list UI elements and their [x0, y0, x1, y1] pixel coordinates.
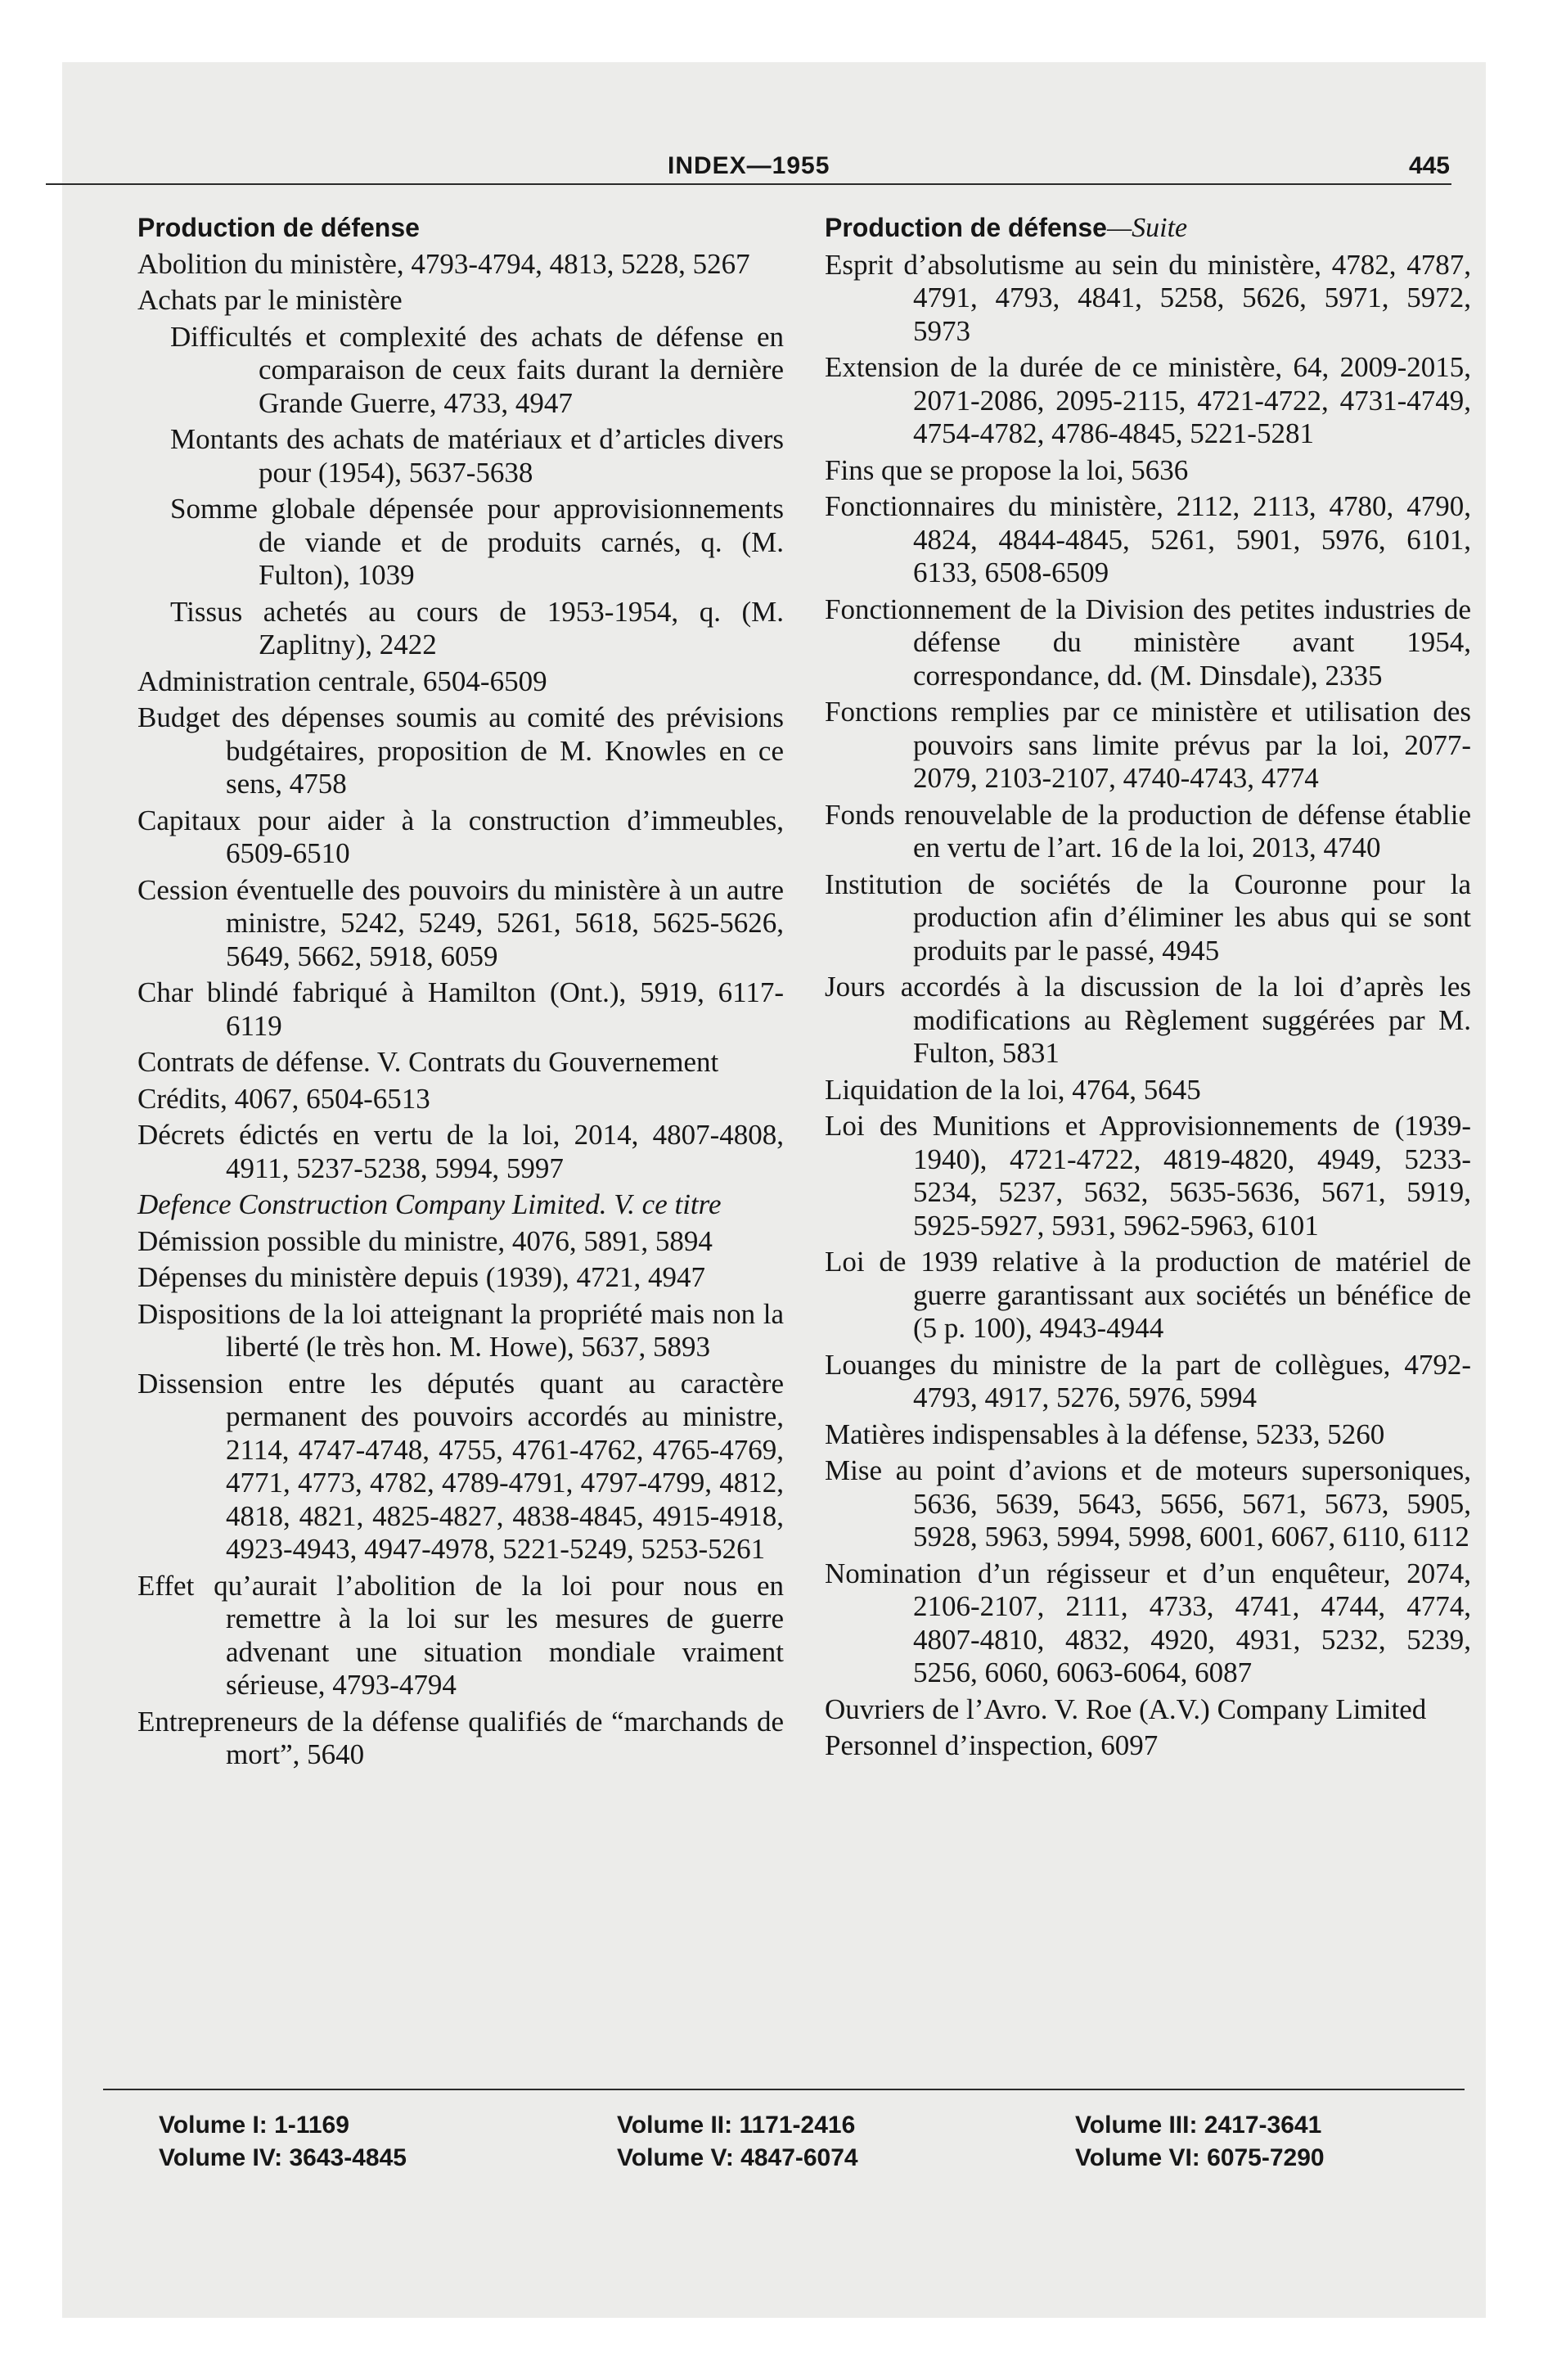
index-entry: Matières indispensables à la défense, 5233, 5260 [825, 1418, 1385, 1450]
index-entry: Montants des achats de matériaux et d’articles divers pour (1954), 5637-5638 [170, 423, 784, 489]
volume-range: Volume IV: 3643-4845 [159, 2144, 407, 2171]
page-number: 445 [1408, 152, 1450, 179]
index-entry: Tissus achetés au cours de 1953-1954, q. (M. Zaplitny), 2422 [170, 595, 784, 660]
index-entry: Louanges du ministre de la part de collègues, 4792-4793, 4917, 5276, 5976, 5994 [825, 1348, 1471, 1413]
right-entries [825, 249, 1471, 1763]
index-entry: Personnel d’inspection, 6097 [825, 1729, 1159, 1761]
index-entry: Difficultés et complexité des achats de défense en comparaison de ceux faits durant la dernière Grande Guerre, 4733, 4947 [170, 320, 784, 419]
index-entry: Crédits, 4067, 6504-6513 [137, 1082, 430, 1115]
index-entry: Contrats de défense. V. Contrats du Gouvernement [137, 1046, 719, 1078]
index-entry: Mise au point d’avions et de moteurs supersoniques, 5636, 5639, 5643, 5656, 5671, 5673, 5905, 5928, 5963, 5994, 5998, 6001, 6067, 6110, 6112 [825, 1454, 1471, 1553]
index-entry: Liquidation de la loi, 4764, 5645 [825, 1073, 1201, 1106]
index-entry: Loi de 1939 relative à la production de matériel de guerre garantissant aux sociétés un bénéfice de (5 p. 100), 4943-4944 [825, 1246, 1471, 1344]
index-entry: Démission possible du ministre, 4076, 5891, 5894 [137, 1224, 713, 1257]
index-entry: Somme globale dépensée pour approvisionnements de viande et de produits carnés, q. (M. Fulton), 1039 [170, 493, 784, 591]
volume-range: Volume V: 4847-6074 [617, 2144, 858, 2171]
heading-suffix: —Suite [1106, 213, 1188, 243]
index-entry: Defence Construction Company Limited. V. ce titre [137, 1188, 722, 1220]
index-entry: Abolition du ministère, 4793-4794, 4813, 5228, 5267 [137, 247, 750, 280]
index-entry: Dépenses du ministère depuis (1939), 4721, 4947 [137, 1261, 706, 1293]
running-title: INDEX—1955 [668, 152, 830, 179]
index-entry: Cession éventuelle des pouvoirs du ministère à un autre ministre, 5242, 5249, 5261, 5618, 5625-5626, 5649, 5662, 5918, 6059 [137, 873, 784, 972]
right-column [825, 211, 1471, 1766]
index-entry: Extension de la durée de ce ministère, 64, 2009-2015, 2071-2086, 2095-2115, 4721-4722, 4731-4749, 4754-4782, 4786-4845, 5221-5281 [825, 351, 1471, 449]
left-entries [137, 248, 784, 1772]
volume-range: Volume II: 1171-2416 [617, 2112, 856, 2139]
index-entry: Achats par le ministère [137, 284, 403, 316]
index-entry: Ouvriers de l’Avro. V. Roe (A.V.) Company Limited [825, 1693, 1427, 1725]
index-entry: Jours accordés à la discussion de la loi d’après les modifications au Règlement suggérées par M. Fulton, 5831 [825, 971, 1471, 1069]
index-entry: Nomination d’un régisseur et d’un enquêteur, 2074, 2106-2107, 2111, 4733, 4741, 4744, 4774, 4807-4810, 4832, 4920, 4931, 5232, 5239, 5256, 6060, 6063-6064, 6087 [825, 1557, 1471, 1688]
index-entry: Capitaux pour aider à la construction d’immeubles, 6509-6510 [137, 804, 784, 869]
index-entry: Fonctions remplies par ce ministère et utilisation des pouvoirs sans limite prévus par la loi, 2077-2079, 2103-2107, 4740-4743, 4774 [825, 696, 1471, 794]
section-heading-continued: Production de défense—Suite [825, 213, 1188, 243]
index-entry: Dissension entre les députés quant au caractère permanent des pouvoirs accordés au ministre, 2114, 4747-4748, 4755, 4761-4762, 4765-4769, 4771, 4773, 4782, 4789-4791, 4797-4799, 4812, 4818, 4821, 4825-4827, 4838-4845, 4915-4918, 4923-4943, 4947-4978, 5221-5249, 5253-5261 [137, 1367, 784, 1565]
index-entry: Entrepreneurs de la défense qualifiés de “marchands de mort”, 5640 [137, 1705, 784, 1770]
volume-ranges [103, 2112, 1465, 2172]
index-entry: Administration centrale, 6504-6509 [137, 665, 547, 697]
index-entry: Loi des Munitions et Approvisionnements de (1939-1940), 4721-4722, 4819-4820, 4949, 5233-5234, 5237, 5632, 5635-5636, 5671, 5919, 5925-5927, 5931, 5962-5963, 6101 [825, 1110, 1471, 1242]
left-column [137, 211, 784, 1775]
index-entry: Fonctionnement de la Division des petites industries de défense du ministère avant 1954, correspondance, dd. (M. Dinsdale), 2335 [825, 593, 1471, 692]
index-entry: Esprit d’absolutisme au sein du ministère, 4782, 4787, 4791, 4793, 4841, 5258, 5626, 5971, 5972, 5973 [825, 248, 1471, 347]
index-entry: Budget des dépenses soumis au comité des prévisions budgétaires, proposition de M. Knowles en ce sens, 4758 [137, 701, 784, 800]
volume-footer [103, 2089, 1465, 2172]
index-entry: Fonctionnaires du ministère, 2112, 2113, 4780, 4790, 4824, 4844-4845, 5261, 5901, 5976, 6101, 6133, 6508-6509 [825, 490, 1471, 588]
index-entry: Institution de sociétés de la Couronne pour la production afin d’éliminer les abus qui se sont produits par le passé, 4945 [825, 868, 1471, 967]
index-entry: Fonds renouvelable de la production de défense établie en vertu de l’art. 16 de la loi, 2013, 4740 [825, 798, 1471, 863]
section-heading: Production de défense [137, 213, 420, 242]
volume-range: Volume III: 2417-3641 [1075, 2112, 1322, 2139]
page-header [46, 79, 1451, 185]
index-entry: Char blindé fabriqué à Hamilton (Ont.), 5919, 6117-6119 [137, 976, 784, 1042]
volume-range: Volume I: 1-1169 [159, 2112, 349, 2139]
index-entry: Décrets édictés en vertu de la loi, 2014, 4807-4808, 4911, 5237-5238, 5994, 5997 [137, 1119, 784, 1184]
volume-range: Volume VI: 6075-7290 [1075, 2144, 1325, 2171]
index-entry: Effet qu’aurait l’abolition de la loi pour nous en remettre à la loi sur les mesures de guerre advenant une situation mondiale vraiment sérieuse, 4793-4794 [137, 1569, 784, 1701]
index-entry: Dispositions de la loi atteignant la propriété mais non la liberté (le très hon. M. Howe), 5637, 5893 [137, 1297, 784, 1363]
index-entry: Fins que se propose la loi, 5636 [825, 453, 1189, 486]
